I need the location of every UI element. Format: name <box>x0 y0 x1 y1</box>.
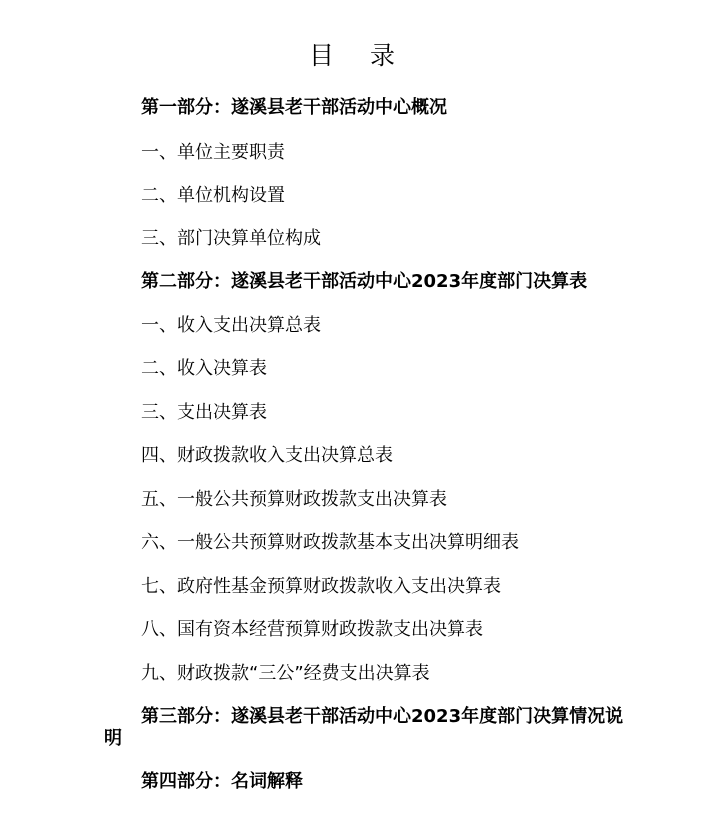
part2-item-1[interactable]: 一、收入支出决算总表 <box>141 315 321 336</box>
part3-heading[interactable]: 第三部分：遂溪县老干部活动中心2023年度部门决算情况说明 <box>104 706 624 749</box>
part1-item-3[interactable]: 三、部门决算单位构成 <box>141 228 321 249</box>
part2-item-5[interactable]: 五、一般公共预算财政拨款支出决算表 <box>141 489 447 510</box>
part2-heading[interactable]: 第二部分：遂溪县老干部活动中心2023年度部门决算表 <box>141 271 588 292</box>
part2-item-2[interactable]: 二、收入决算表 <box>141 358 267 379</box>
part2-item-8[interactable]: 八、国有资本经营预算财政拨款支出决算表 <box>141 619 483 640</box>
part2-item-7[interactable]: 七、政府性基金预算财政拨款收入支出决算表 <box>141 576 501 597</box>
part1-heading[interactable]: 第一部分：遂溪县老干部活动中心概况 <box>141 97 447 118</box>
part2-item-9[interactable]: 九、财政拨款“三公”经费支出决算表 <box>141 663 430 684</box>
part1-item-1[interactable]: 一、单位主要职责 <box>141 142 285 163</box>
part2-item-4[interactable]: 四、财政拨款收入支出决算总表 <box>141 445 393 466</box>
part1-item-2[interactable]: 二、单位机构设置 <box>141 185 285 206</box>
toc-title: 目 录 <box>309 41 409 70</box>
part2-item-6[interactable]: 六、一般公共预算财政拨款基本支出决算明细表 <box>141 532 519 553</box>
part2-item-3[interactable]: 三、支出决算表 <box>141 402 267 423</box>
part4-heading[interactable]: 第四部分：名词解释 <box>141 771 303 792</box>
